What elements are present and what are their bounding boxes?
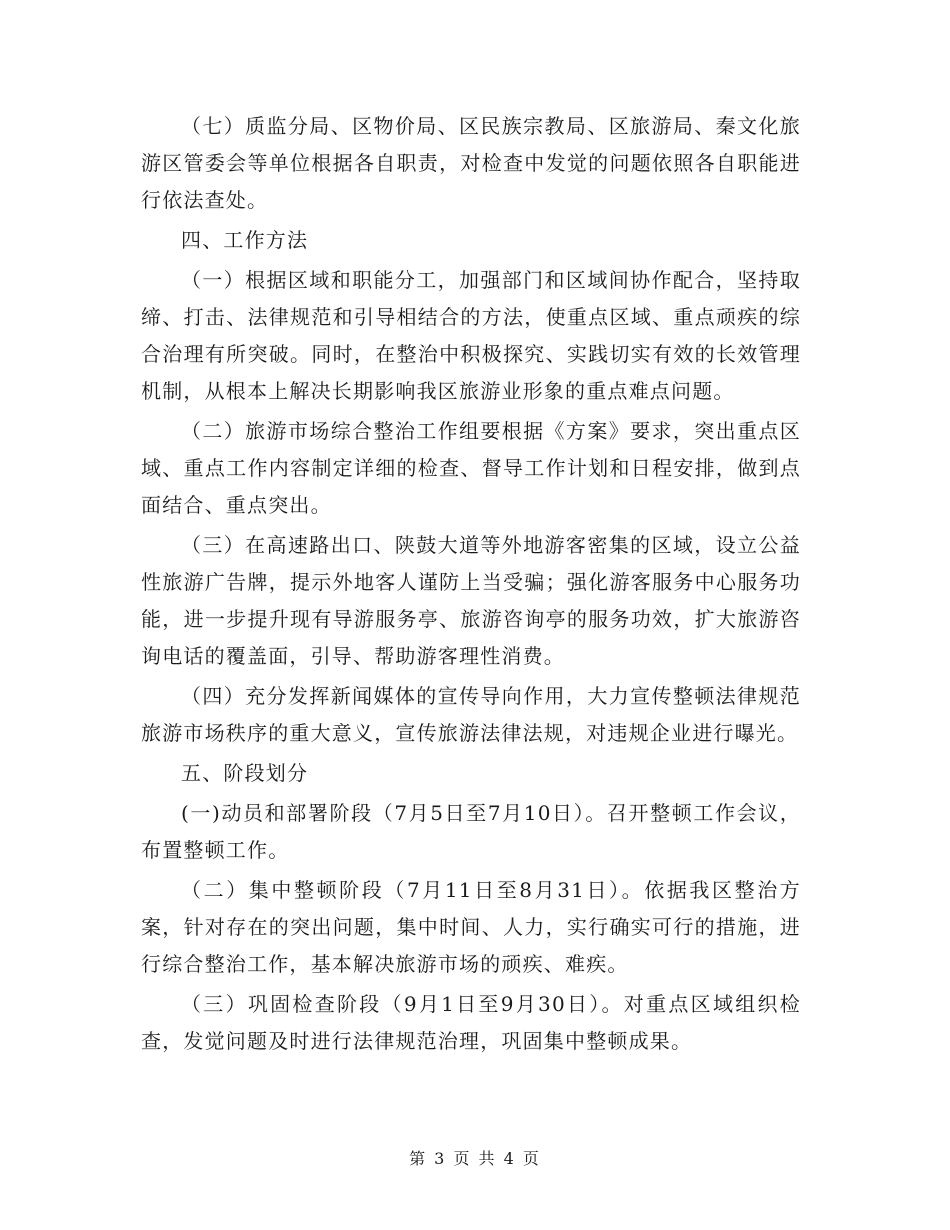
- section-heading-work-methods: 四、工作方法: [181, 228, 309, 252]
- paragraph-qi: （七）质监分局、区物价局、区民族宗教局、区旅游局、秦文化旅游区管委会等单位根据各自职责，对检查中发觉的问题依照各自职能进行依法查处。: [141, 114, 801, 212]
- paragraph-method-4: （四）充分发挥新闻媒体的宣传导向作用，大力宣传整顿法律规范旅游市场秩序的重大意义，宣传旅游法律法规，对违规企业进行曝光。: [141, 684, 801, 745]
- document-body: [141, 108, 801, 1060]
- paragraph-stage-2: （二）集中整顿阶段（7月11日至8月31日）。依据我区整治方案，针对存在的突出问题，集中时间、人力，实行确实可行的措施，进行综合整治工作，基本解决旅游市场的顽疾、难疾。: [141, 878, 801, 976]
- paragraph-stage-1: (一)动员和部署阶段（7月5日至7月10日）。召开整顿工作会议，布置整顿工作。: [141, 801, 801, 862]
- section-heading-stages: 五、阶段划分: [181, 761, 309, 785]
- paragraph-stage-3: （三）巩固检查阶段（9月1日至9月30日）。对重点区域组织检查，发觉问题及时进行法律规范治理，巩固集中整顿成果。: [141, 992, 801, 1053]
- page-footer: 第 3 页 共 4 页: [409, 1149, 541, 1168]
- paragraph-method-2: （二）旅游市场综合整治工作组要根据《方案》要求，突出重点区域、重点工作内容制定详细的检查、督导工作计划和日程安排，做到点面结合、重点突出。: [141, 419, 801, 517]
- paragraph-method-1: （一）根据区域和职能分工，加强部门和区域间协作配合，坚持取缔、打击、法律规范和引导相结合的方法，使重点区域、重点顽疾的综合治理有所突破。同时，在整治中积极探究、实践切实有效的长效管理机制，从根本上解决长期影响我区旅游业形象的重点难点问题。: [141, 268, 801, 403]
- paragraph-method-3: （三）在高速路出口、陕鼓大道等外地游客密集的区域，设立公益性旅游广告牌，提示外地客人谨防上当受骗；强化游客服务中心服务功能，进一步提升现有导游服务亭、旅游咨询亭的服务功效，扩大旅游咨询电话的覆盖面，引导、帮助游客理性消费。: [141, 533, 801, 668]
